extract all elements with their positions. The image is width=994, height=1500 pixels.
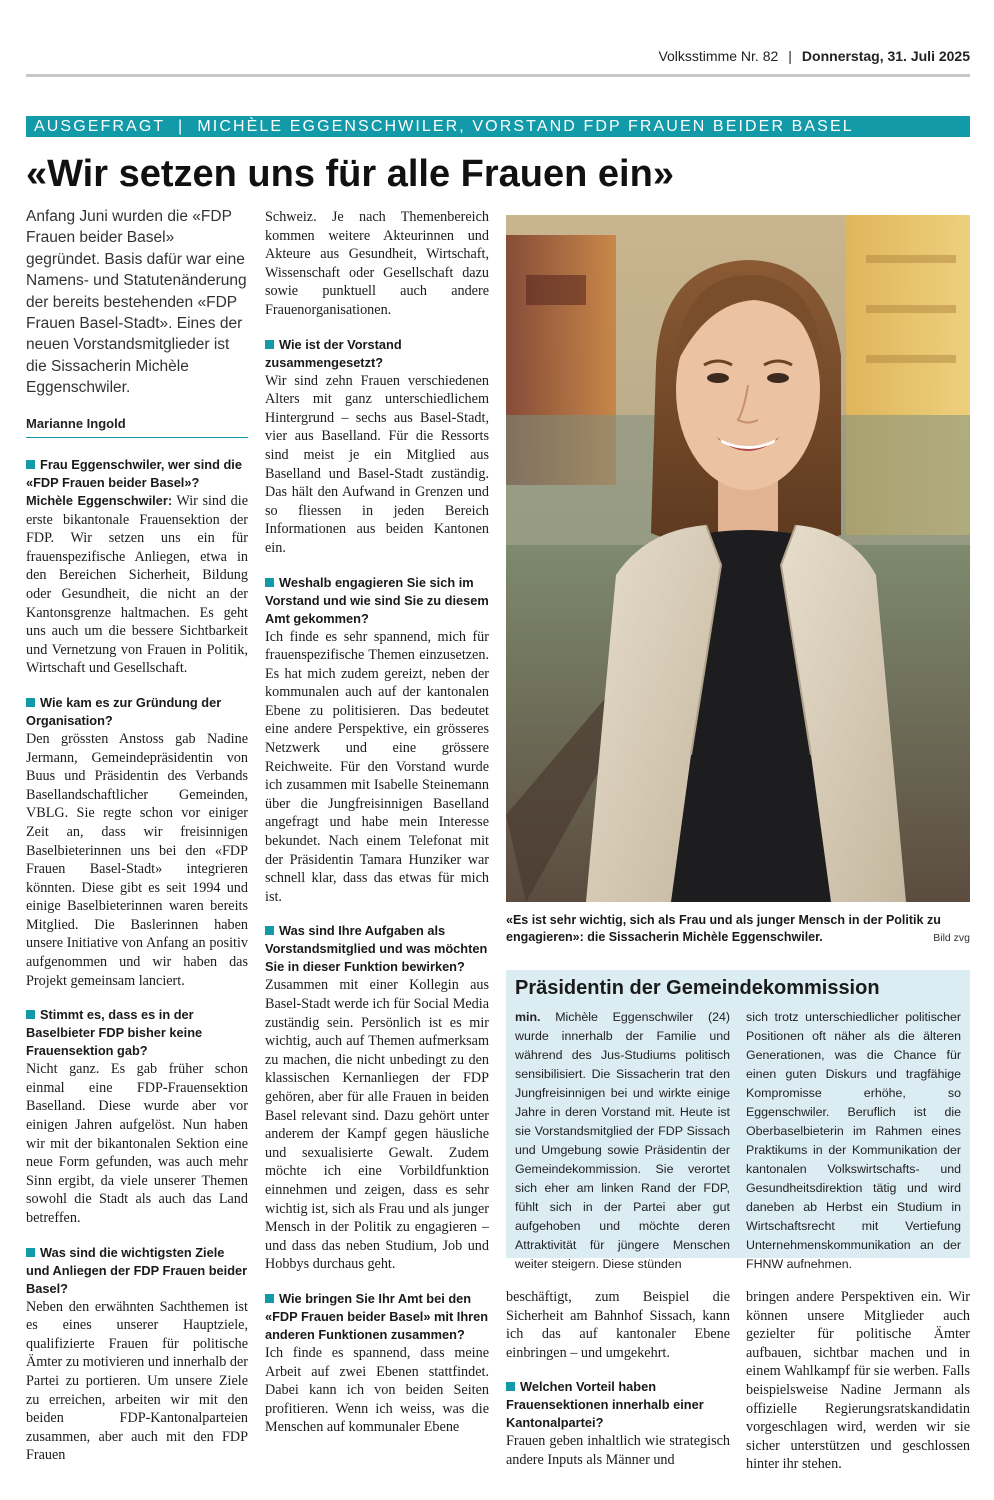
issue-date: Donnerstag, 31. Juli 2025 xyxy=(801,48,970,64)
answer-6: Ich finde es sehr spannend, mich für frauenspezifische Themen einzusetzen. Es hat mich zudem gereizt, neben der kommunalen auch auf der kantonalen Ebene zu politisieren. Das bedeutet eine andere Perspektive, ein grösseres Netzwerk und eine grössere Reichweite. Für den Vorstand wurde ich zusammen mit Isabelle Steinemann über die Jungfreisinnigen Baselland angefragt und habe mein Interesse bekundet. Nach einem Telefonat mit der Präsidentin Tamara Hunziker war schnell klar, dass das etwas für mich ist. xyxy=(265,628,489,905)
answer-9-continued: bringen andere Perspektiven ein. Wir können unsere Mitglieder auch gezielter für politische Ämter aufbauen, sichtbar machen und in einem Wahlkampf für sie werben. Falls beispielsweise Nadine Jermann als offizielle Regierungsratskandidatin vorgeschlagen wird, werden wir sie sicher unterstützen und geschlossen hinter ihr stehen. xyxy=(746,1289,970,1473)
article-column-1 xyxy=(26,456,248,1481)
question-marker-icon xyxy=(265,1294,274,1303)
info-box-column-1 xyxy=(515,1008,730,1274)
article-column-3 xyxy=(506,1288,730,1486)
answer-4-continued: Schweiz. Je nach Themenbereich kommen weitere Akteurinnen und Akteure aus Gesundheit, Wirtschaft, Wissenschaft oder Gesellschaft dazu sowie punktuell auch andere Frauenorganisationen. xyxy=(265,209,489,318)
issue-meta xyxy=(658,48,970,64)
question-1 xyxy=(26,456,248,492)
qa-block-5 xyxy=(265,336,489,558)
question-marker-icon xyxy=(506,1382,515,1391)
answer-4: Neben den erwähnten Sachthemen ist es eines unserer Hauptziele, qualifizierte Frauen für politische Ämter zu motivieren und innerhalb der Partei zu portieren. Um unsere Ziele zu erreichen, arbeiten wir mit den beiden FDP-Kantonalparteien zusammen, aber auch mit den FDP Frauen xyxy=(26,1298,248,1464)
answer-7: Zusammen mit einer Kollegin aus Basel-Stadt werde ich für Social Media zuständig sein. Persönlich ist es mir wichtig, auch auf Themen aufmerksam zu machen, die nicht unbedingt zu den klassischen Kernanliegen der FDP gehören, aber für alle Frauen in beiden Basel relevant sind. Dazu gehört unter anderem der Kampf gegen häusliche und sexualisierte Gewalt. Zudem möchte ich eine Vorbildfunktion einnehmen und zeigen, dass es sehr wichtig ist, sich als Frau und als junger Mensch in der Politik zu engagieren – und dass das neben Studium, Job und Hobbys durchaus geht. xyxy=(265,977,489,1273)
question-6-text: Weshalb engagieren Sie sich im Vorstand und wie sind Sie zu diesem Amt gekommen? xyxy=(265,574,489,626)
kicker-text: AUSGEFRAGT | MICHÈLE EGGENSCHWILER, VORSTAND FDP FRAUEN BEIDER BASEL xyxy=(34,118,854,135)
question-marker-icon xyxy=(26,460,35,469)
info-box-text-1: Michèle Eggenschwiler (24) wurde innerhalb der Familie und während des Jus-Studiums politisch sensibilisiert. Die Sissacherin trat den Jungfreisinnigen bei und wirkte einige Jahre in deren Vorstand mit. Heute ist sie Vorstandsmitglied der FDP Sissach und Umgebung sowie Präsidentin der Gemeindekommission. Sie verortet sich eher am linken Rand der FDP, fühlt sich in der Partei aber gut aufgehoben und möchte deren Attraktivität für jüngere Menschen weiter steigern. Diese stünden xyxy=(515,1010,730,1271)
info-box-author-tag: min. xyxy=(515,1010,541,1024)
answer-8-continued: beschäftigt, zum Beispiel die Sicherheit am Bahnhof Sissach, kann ich das auf kantonaler Ebene einbringen – und umgekehrt. xyxy=(506,1289,730,1361)
info-box-title: Präsidentin der Gemeindekommission xyxy=(515,977,880,999)
qa-block-9 xyxy=(506,1378,730,1469)
qa-block-3 xyxy=(26,1006,248,1227)
kicker-bar xyxy=(26,116,970,137)
question-3-text: Stimmt es, dass es in der Baselbieter FDP bisher keine Frauensektion gab? xyxy=(26,1007,203,1059)
question-marker-icon xyxy=(26,1248,35,1257)
header-separator: | xyxy=(788,48,792,64)
qa-block-4 xyxy=(26,1244,248,1465)
question-1-text: Frau Eggenschwiler, wer sind die «FDP Frauen beider Basel»? xyxy=(26,457,242,490)
question-9-text: Welchen Vorteil haben Frauensektionen innerhalb einer Kantonalpartei? xyxy=(506,1379,704,1431)
question-marker-icon xyxy=(26,1010,35,1019)
question-6 xyxy=(265,574,489,628)
portrait-illustration xyxy=(506,215,970,902)
question-2 xyxy=(26,694,248,730)
question-4 xyxy=(26,1244,248,1298)
question-5-text: Wie ist der Vorstand zusammengesetzt? xyxy=(265,336,402,370)
author-byline: Marianne Ingold xyxy=(26,416,248,438)
portrait-photo xyxy=(506,215,970,902)
question-marker-icon xyxy=(26,698,35,707)
qa-block-8 xyxy=(265,1290,489,1437)
article-column-2 xyxy=(265,208,489,1453)
question-8-text: Wie bringen Sie Ihr Amt bei den «FDP Frauen beider Basel» mit Ihren anderen Funktionen zusammen? xyxy=(265,1290,489,1342)
article-headline: «Wir setzen uns für alle Frauen ein» xyxy=(26,153,674,195)
question-4-text: Was sind die wichtigsten Ziele und Anliegen der FDP Frauen beider Basel? xyxy=(26,1244,248,1296)
question-5 xyxy=(265,336,489,372)
question-9 xyxy=(506,1378,730,1432)
answer-1: Wir sind die erste bikantonale Frauensektion der FDP. Wir setzen uns ein für frauenspezifische Anliegen, etwa in den Bereichen Sicherheit, Bildung oder Gesundheit, die nicht an der Kantonsgrenze haltmachen. Es geht uns auch um die bessere Sichtbarkeit und Vernetzung von Frauen in Politik, Wirtschaft und Gesellschaft. xyxy=(26,493,248,677)
info-box-column-2: sich trotz unterschiedlicher politischer Positionen oft näher als die älteren Generationen, was die Chance für einen guten Diskurs und tragfähige Kompromisse erhöhe, so Eggenschwiler. Beruflich ist die Oberbaselbieterin im Rahmen eines Praktikums in der Kommunikation der kantonalen Volkswirtschafts- und Gesundheitsdirektion tätig und wird daneben ab Herbst ein Studium in Wirtschaftsrecht mit Vertiefung Unternehmenskommunikation an der FHNW aufnehmen. xyxy=(746,1010,961,1271)
answer-9: Frauen geben inhaltlich wie strategisch andere Inputs als Männer und xyxy=(506,1433,730,1468)
question-marker-icon xyxy=(265,340,274,349)
speaker-label: Michèle Eggenschwiler: xyxy=(26,493,173,508)
article-column-4 xyxy=(746,1288,970,1490)
question-3 xyxy=(26,1006,248,1060)
answer-2: Den grössten Anstoss gab Nadine Jermann, Gemeindepräsidentin von Buus und Präsidentin des Verbands Basellandschaftlicher Gemeinden, VBLG. Sie regte schon vor einiger Zeit an, dass wir freisinnigen Baselbieterinnen uns bei den «FDP Frauen Basel-Stadt» integrieren könnten. Diese gibt es seit 1994 und einige Baselbieterinnen waren bereits Mitglied. Die Baslerinnen haben unsere Initiative von Anfang an positiv aufgenommen und wir haben das Projekt gemeinsam lanciert. xyxy=(26,730,248,989)
question-7-text: Was sind Ihre Aufgaben als Vorstandsmitglied und was möchten Sie in dieser Funktion bewirken? xyxy=(265,923,488,975)
question-marker-icon xyxy=(265,578,274,587)
qa-block-6 xyxy=(265,574,489,907)
page-header xyxy=(26,44,970,77)
photo-credit: Bild zvg xyxy=(933,932,970,944)
qa-block-7 xyxy=(265,922,489,1274)
article-lead: Anfang Juni wurden die «FDP Frauen beider Basel» gegründet. Basis dafür war eine Namens- und Statutenänderung der bereits bestehenden «FDP Frauen Basel-Stadt». Eines der neuen Vorstandsmitglieder ist die Sissacherin Michèle Eggenschwiler. xyxy=(26,208,247,397)
issue-number: Volksstimme Nr. 82 xyxy=(658,48,779,64)
photo-caption: «Es ist sehr wichtig, sich als Frau und als junger Mensch in der Politik zu engagieren»: die Sissacherin Michèle Eggenschwiler. xyxy=(506,913,941,944)
question-2-text: Wie kam es zur Gründung der Organisation? xyxy=(26,694,222,728)
answer-3: Nicht ganz. Es gab früher schon einmal eine FDP-Frauensektion Baselland. Diese wurde aber vor einigen Jahren aufgelöst. Nun haben wir mit der bikantonalen Sektion eine neue Form gefunden, was auch mehr Sinn ergibt, da viele unserer Themen sowohl die Stadt als auch das Land betreffen. xyxy=(26,1061,248,1226)
question-marker-icon xyxy=(265,926,274,935)
question-7 xyxy=(265,922,489,976)
qa-block-1 xyxy=(26,456,248,678)
answer-8: Ich finde es spannend, dass meine Arbeit auf zwei Ebenen stattfindet. Dabei kann ich von beiden Seiten profitieren. Wenn ich weiss, was die Menschen auf kommunaler Ebene xyxy=(265,1344,489,1436)
answer-5: Wir sind zehn Frauen verschiedenen Alters mit ganz unterschiedlichem Hintergrund – sechs aus Basel-Stadt, vier aus Baselland. Für die Ressorts sind meist je ein Mitglied aus Baselland und Basel-Stadt zuständig. Das hält den Aufwand in Grenzen und so fliessen in jeden Bereich Informationen aus beiden Kantonen ein. xyxy=(265,372,489,556)
qa-block-2 xyxy=(26,694,248,990)
info-box xyxy=(506,970,970,1271)
question-8 xyxy=(265,1290,489,1344)
